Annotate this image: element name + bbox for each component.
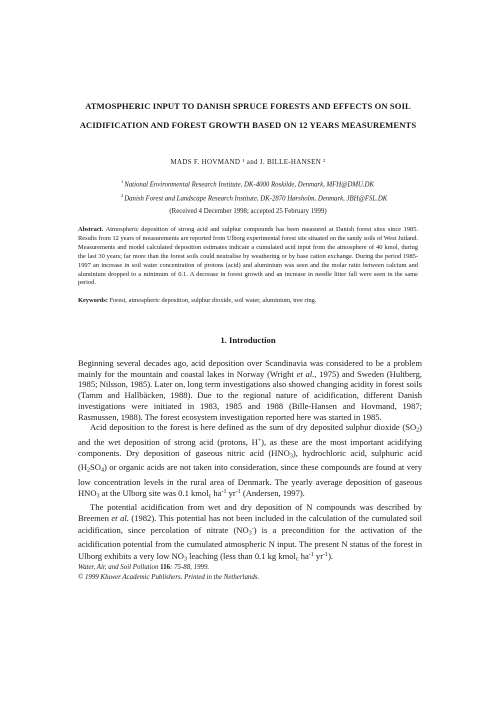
superscript: -1	[221, 489, 227, 496]
subscript: 3	[183, 556, 187, 563]
affiliation-text: Danish Forest and Landscape Research Institute, DK-2870 Hørsholm, Denmark, JBH@FSL.DK	[124, 195, 388, 203]
received-dates: (Received 4 December 1998; accepted 25 February 1999)	[169, 208, 327, 215]
subscript: 4	[100, 467, 104, 474]
text-run-italic: et al.	[111, 513, 129, 524]
subscript: 2	[87, 467, 91, 474]
text-run: at the Ulborg site was 0.1 kmol	[99, 488, 209, 499]
affiliation-1	[121, 176, 441, 190]
subscript: c	[295, 556, 299, 563]
author-line: MADS F. HOVMAND ¹ and J. BILLE-HANSEN ²	[170, 158, 326, 166]
abstract-text: Atmospheric deposition of strong acid and sulphur compounds has been measured at Danish forest sites since 1985. Results from 12 years of measurements are reported from Ulborg experimental forest site situated on the sandy soils of West Jutland. Measurements and model calculated deposition estimates indicate a cumulated acid input from the atmosphere of 40 kmol, during the last 30 years; far more than the forest soils could neutralise by weathering or by base cation exchange. During the period 1985-1997 an increase in soil water concentration of protons (acid) and aluminium was seen and the molar ratio between calcium and aluminium dropped to a minimum of 0.1. A decrease in forest growth and an increase in needle litter fall were seen in the same period.	[78, 226, 419, 287]
affiliation-marker: 1	[121, 179, 124, 184]
keywords-label: Keywords:	[78, 297, 108, 304]
affiliation-2	[121, 190, 441, 204]
keywords	[78, 296, 418, 305]
journal-volume: 116	[160, 564, 171, 571]
affiliations	[121, 176, 441, 205]
journal-footer	[78, 563, 418, 582]
text-run: ) is a precondition for the activation of the acidification potential from the cumulated atmospheric N input. The present N status of the forest in Ulborg exhibits a very low NO	[78, 524, 422, 561]
text-run: Acid deposition to the forest is here defined as the sum of dry deposited sulphur dioxide (SO	[90, 422, 417, 433]
section-heading: 1. Introduction	[220, 335, 276, 345]
text-run: SO	[90, 462, 101, 473]
text-run: yr	[313, 550, 324, 561]
text-run: leaching (less than 0.1 kg kmol	[186, 550, 296, 561]
superscript: -1	[323, 551, 329, 558]
superscript: +	[257, 438, 262, 445]
subscript: 3	[289, 453, 293, 460]
subscript: 3	[96, 493, 100, 500]
text-run: , 1975) and Sweden (Hultberg, 1985; Nilsson, 1985). Later on, long term investigations also showed changing acidity in forest soils (Tamm and Hallbäcken, 1988). Due to the regional nature of acidification, different Danish investigations were initiated in 1983, 1985 and 1988 (Bille-Hansen and Hovmand, 1987; Rasmussen, 1988). The forest ecosystem investigation reported here was started in 1985.	[78, 368, 423, 422]
copyright-line: © 1999 Kluwer Academic Publishers. Printed in the Netherlands.	[78, 573, 260, 581]
text-run: ) or organic acids are not taken into consideration, since these compounds are found at very low concentration levels in the rural area of Denmark. The yearly average deposition of gaseous HNO	[78, 462, 422, 499]
text-run: ha	[298, 550, 309, 561]
paper-title: ATMOSPHERIC INPUT TO DANISH SPRUCE FORESTS AND EFFECTS ON SOIL ACIDIFICATION AND FOREST GROWTH BASED ON 12 YEARS MEASUREMENTS	[79, 101, 417, 130]
text-run-italic: et al.	[296, 368, 315, 379]
paragraph-1	[78, 358, 422, 422]
subscript: 2	[416, 427, 420, 434]
text-run: ), as these are the most important acidifying components. Dry deposition of gaseous nitric acid (HNO	[78, 437, 422, 459]
body-text	[78, 358, 422, 565]
paragraph-3	[78, 502, 422, 565]
abstract	[78, 226, 418, 288]
superscript: -	[251, 525, 254, 532]
text-run: ) and the wet deposition of strong acid (protons, H	[78, 422, 422, 448]
text-run: (Andersen, 1997).	[240, 488, 305, 499]
paragraph-2	[78, 422, 422, 502]
superscript: -1	[308, 551, 314, 558]
text-run: ha	[211, 488, 222, 499]
abstract-label: Abstract.	[78, 226, 104, 233]
superscript: -1	[235, 489, 241, 496]
text-run: (1982). This potential has not been included in the calculation of the cumulated soil acidification, since percolation of nitrate (NO	[78, 513, 422, 535]
text-run: yr	[226, 488, 236, 499]
text-run: ), hydrochloric acid, sulphuric acid (H	[78, 448, 422, 473]
text-run: Beginning several decades ago, acid deposition over Scandinavia was considered to be a problem mainly for the mountain and coastal lakes in Norway (Wright	[78, 358, 422, 379]
keywords-text: Forest, atmospheric deposition, sulphur dioxide, soil water, aluminium, tree ring.	[109, 297, 317, 304]
journal-pages: : 75-88, 1999.	[170, 564, 210, 571]
citation-line	[78, 563, 418, 573]
text-run: The potential acidification from wet and dry deposition of N compounds was described by Breemen	[78, 502, 422, 524]
subscript: 3	[248, 530, 252, 537]
text-run: ).	[328, 550, 334, 561]
affiliation-text: National Environmental Research Institute, DK-4000 Roskilde, Denmark, MFH@DMU.DK	[124, 181, 375, 189]
journal-name: Water, Air, and Soil Pollution	[78, 564, 161, 571]
subscript: c	[208, 493, 212, 500]
affiliation-marker: 2	[121, 193, 124, 199]
